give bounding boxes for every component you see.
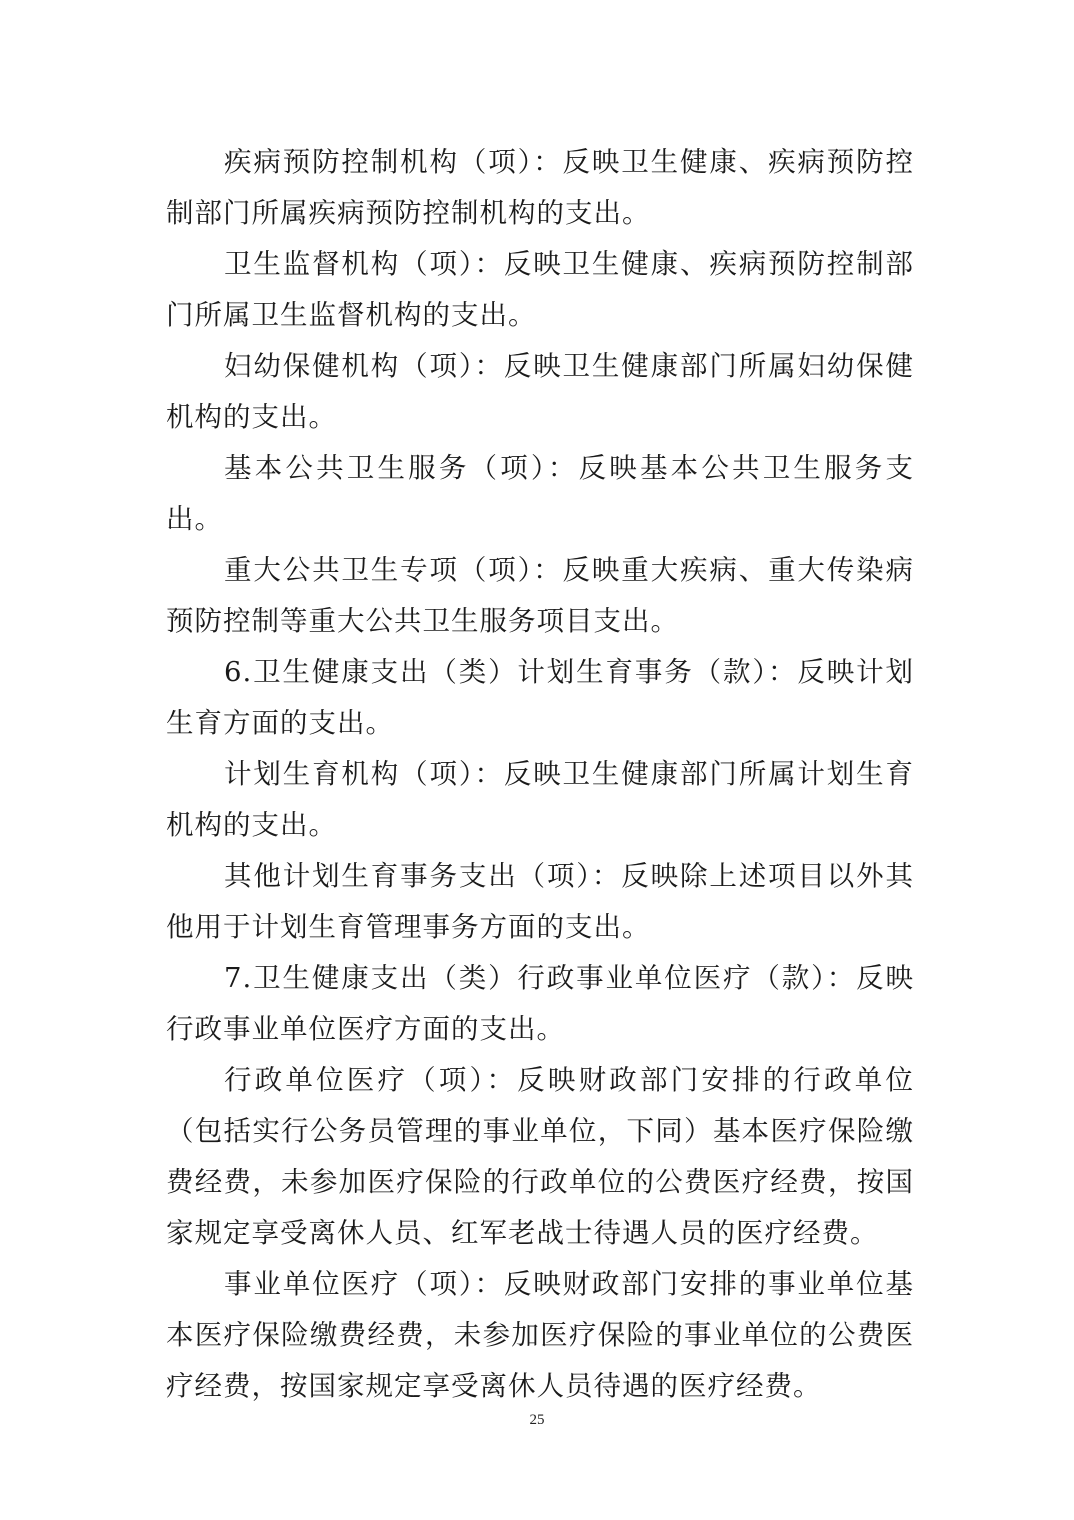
paragraph-family-planning-affairs: 6.卫生健康支出（类）计划生育事务（款）：反映计划生育方面的支出。 — [166, 656, 914, 739]
paragraph-administrative-institution-medical: 7.卫生健康支出（类）行政事业单位医疗（款）：反映行政事业单位医疗方面的支出。 — [166, 962, 914, 1045]
paragraph-disease-control-institutions: 疾病预防控制机构（项）：反映卫生健康、疾病预防控制部门所属疾病预防控制机构的支出。 — [166, 146, 914, 229]
paragraph-other-family-planning-expenses: 其他计划生育事务支出（项）：反映除上述项目以外其他用于计划生育管理事务方面的支出。 — [166, 860, 914, 943]
paragraph-administrative-unit-medical: 行政单位医疗（项）：反映财政部门安排的行政单位（包括实行公务员管理的事业单位，下同）基本医疗保险缴费经费，未参加医疗保险的行政单位的公费医疗经费，按国家规定享受离休人员、红军老战士待遇人员的医疗经费。 — [166, 1064, 914, 1249]
page-number: 25 — [529, 1412, 545, 1428]
paragraph-family-planning-institutions: 计划生育机构（项）：反映卫生健康部门所属计划生育机构的支出。 — [166, 758, 914, 841]
paragraph-public-institution-medical: 事业单位医疗（项）：反映财政部门安排的事业单位基本医疗保险缴费经费，未参加医疗保险的事业单位的公费医疗经费，按国家规定享受离休人员待遇的医疗经费。 — [166, 1268, 914, 1402]
paragraph-health-supervision-institutions: 卫生监督机构（项）：反映卫生健康、疾病预防控制部门所属卫生监督机构的支出。 — [166, 248, 914, 331]
body-text — [166, 137, 914, 1412]
paragraph-basic-public-health-services: 基本公共卫生服务（项）：反映基本公共卫生服务支出。 — [166, 452, 914, 535]
paragraph-maternal-child-health-institutions: 妇幼保健机构（项）：反映卫生健康部门所属妇幼保健机构的支出。 — [166, 350, 914, 433]
paragraph-major-public-health-projects: 重大公共卫生专项（项）：反映重大疾病、重大传染病预防控制等重大公共卫生服务项目支出。 — [166, 554, 914, 637]
